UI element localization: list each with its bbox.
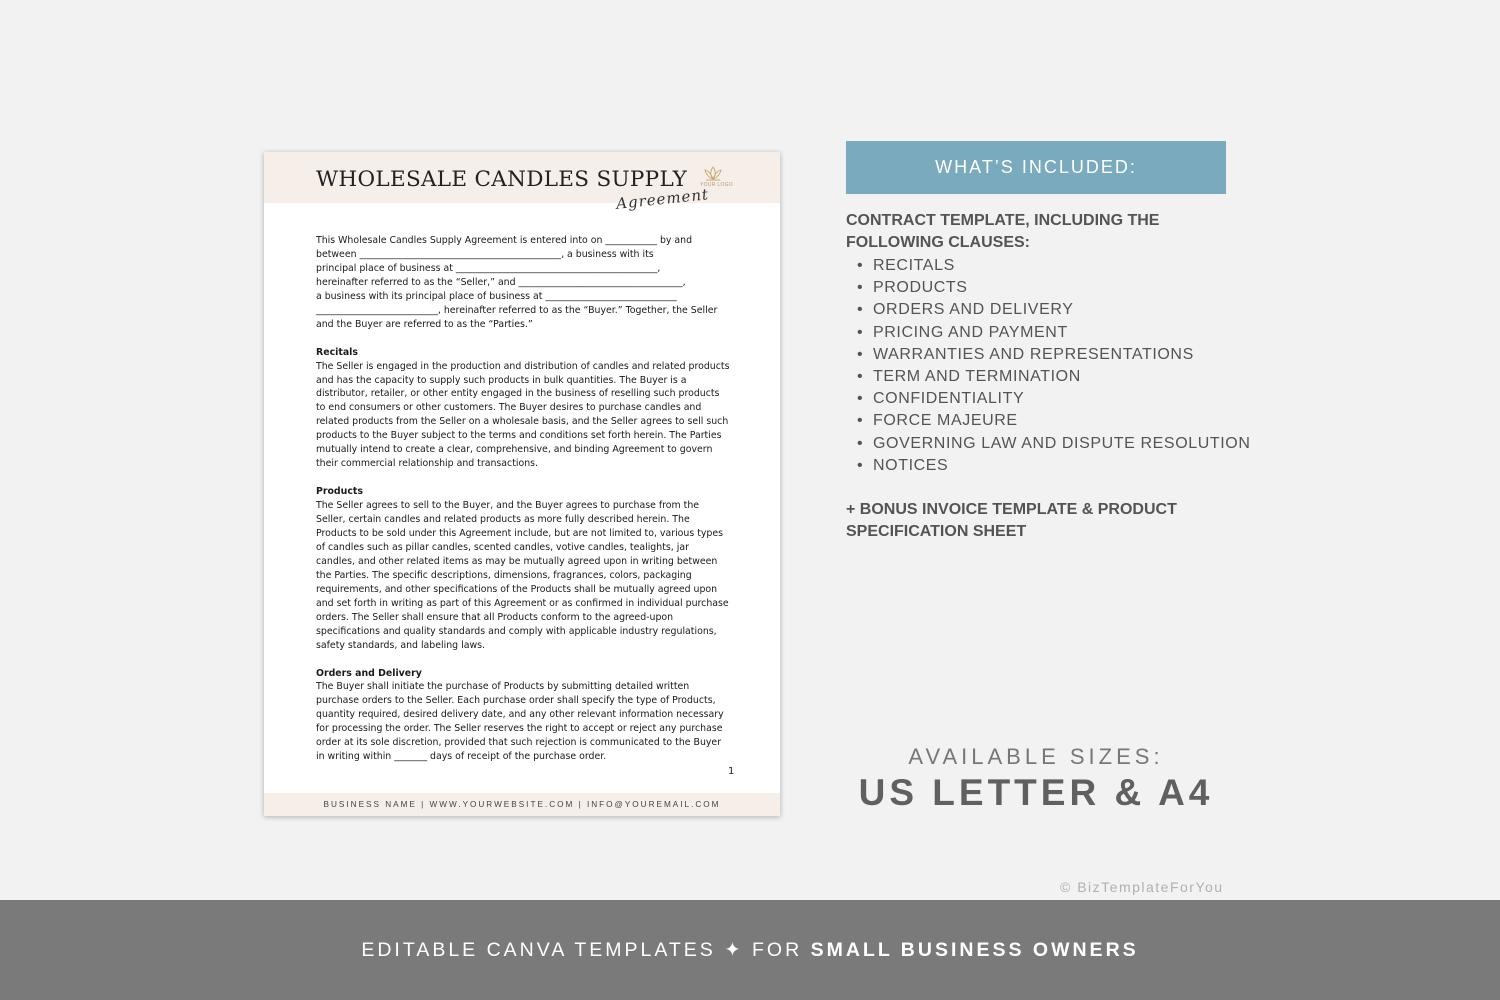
bullet-icon: • [857,345,864,363]
clause-list [846,255,1251,477]
list-item [857,322,1251,344]
bullet-icon: • [857,390,864,408]
clause-label: FORCE MAJEURE [873,412,1018,430]
bullet-icon: • [857,257,864,274]
bullet-icon: • [857,456,864,474]
logo [700,166,733,188]
copyright-text: © BizTemplateForYou [1060,879,1224,895]
page-number: 1 [728,766,735,777]
document-body [316,234,730,764]
section-text-recitals: The Seller is engaged in the production and distribution of candles and related products and has the capacity to supply such products in bulk quantities. The Buyer is a distributor, retailer, or other entity engaged in the business of reselling such products to end consumers or other customers. The Buyer desires to purchase candles and related products from the Seller on a wholesale basis, and the Seller agrees to sell such products to the Buyer subject to the terms and conditions set forth herein. The Parties mutually intend to create a clear, comprehensive, and binding Agreement to govern their commercial relationship and transactions. [316,360,730,470]
document-title: WHOLESALE CANDLES SUPPLY [316,167,688,192]
bullet-icon: • [857,323,864,341]
bonus-text: + BONUS INVOICE TEMPLATE & PRODUCT SPECIFICATION SHEET [846,501,1177,541]
tagline-part-2: SMALL BUSINESS OWNERS [810,939,1139,961]
lotus-icon [703,166,723,181]
clause-label: NOTICES [873,456,949,474]
tagline-part-1: EDITABLE CANVA TEMPLATES ✦ FOR [361,939,811,961]
footer-contact-text: BUSINESS NAME | WWW.YOURWEBSITE.COM | INFO@YOUREMAIL.COM [323,800,721,809]
document-header [264,152,780,213]
list-item [857,433,1251,455]
list-item [857,344,1251,366]
available-sizes-value: US LETTER & A4 [858,772,1214,813]
list-item [857,255,1251,277]
section-title-recitals: Recitals [316,346,358,358]
clause-label: CONFIDENTIALITY [873,390,1025,408]
list-item [857,366,1251,388]
clause-label: TERM AND TERMINATION [873,368,1081,386]
whats-included-banner: WHAT’S INCLUDED: [846,141,1226,194]
section-text-orders-delivery: The Buyer shall initiate the purchase of Products by submitting detailed written purchase orders to the Seller. Each purchase order shall specify the type of Products, quantity required, desired delivery date, and any other relevant information necessary for processing the order. The Seller reserves the right to accept or reject any purchase order at its sole discretion, provided that such rejection is communicated to the Buyer in writing within _______ days of receipt of the purchase order. [316,681,724,763]
document-subtitle: Agreement [615,185,710,213]
intro-paragraph: This Wholesale Candles Supply Agreement is entered into on ___________ by and between ___________________________________________, a business with its principal place of business at ___________________________________________, hereinafter referred to as the “Seller,” and ___________________________________, a business with its principal place of business at ____________________________ __________________________, hereinafter referred to as the “Buyer.” Together, the Seller and the Buyer are referred to as the “Parties.” [316,235,718,330]
section-title-orders-delivery: Orders and Delivery [316,667,422,679]
clause-label: WARRANTIES AND REPRESENTATIONS [873,345,1194,363]
bullet-icon: • [857,301,864,319]
list-item [857,455,1251,477]
bullet-icon: • [857,368,864,386]
bullet-icon: • [857,412,864,430]
included-heading: CONTRACT TEMPLATE, INCLUDING THE FOLLOWING CLAUSES: [846,212,1160,252]
list-item [857,410,1251,432]
available-sizes-label: AVAILABLE SIZES: [908,744,1164,769]
section-text-products: The Seller agrees to sell to the Buyer, and the Buyer agrees to purchase from the Seller, certain candles and related products as more fully described herein. The Products to be sold under this Agreement include, but are not limited to, various types of candles such as pillar candles, scented candles, votive candles, tealights, jar candles, and other related items as may be mutually agreed upon in writing between the Parties. The specific descriptions, dimensions, fragrances, colors, packaging requirements, and other specifications of the Products shall be mutually agreed upon and set forth in writing as part of this Agreement or as confirmed in individual purchase orders. The Seller shall ensure that all Products conform to the agreed-upon specifications and quality standards and comply with applicable industry regulations, safety standards, and labeling laws. [316,500,729,651]
list-item [857,299,1251,321]
bullet-icon: • [857,434,864,452]
clause-label: RECITALS [873,257,955,274]
document-footer [264,793,780,816]
clause-label: GOVERNING LAW AND DISPUTE RESOLUTION [873,434,1251,452]
bottom-tagline-bar [0,900,1500,1000]
clause-label: PRODUCTS [873,279,968,297]
logo-text: YOUR LOGO [700,182,733,188]
document-preview [264,152,780,816]
section-title-products: Products [316,486,363,498]
clause-label: PRICING AND PAYMENT [873,323,1068,341]
list-item [857,277,1251,299]
bullet-icon: • [857,279,864,297]
clause-label: ORDERS AND DELIVERY [873,301,1074,319]
list-item [857,388,1251,410]
